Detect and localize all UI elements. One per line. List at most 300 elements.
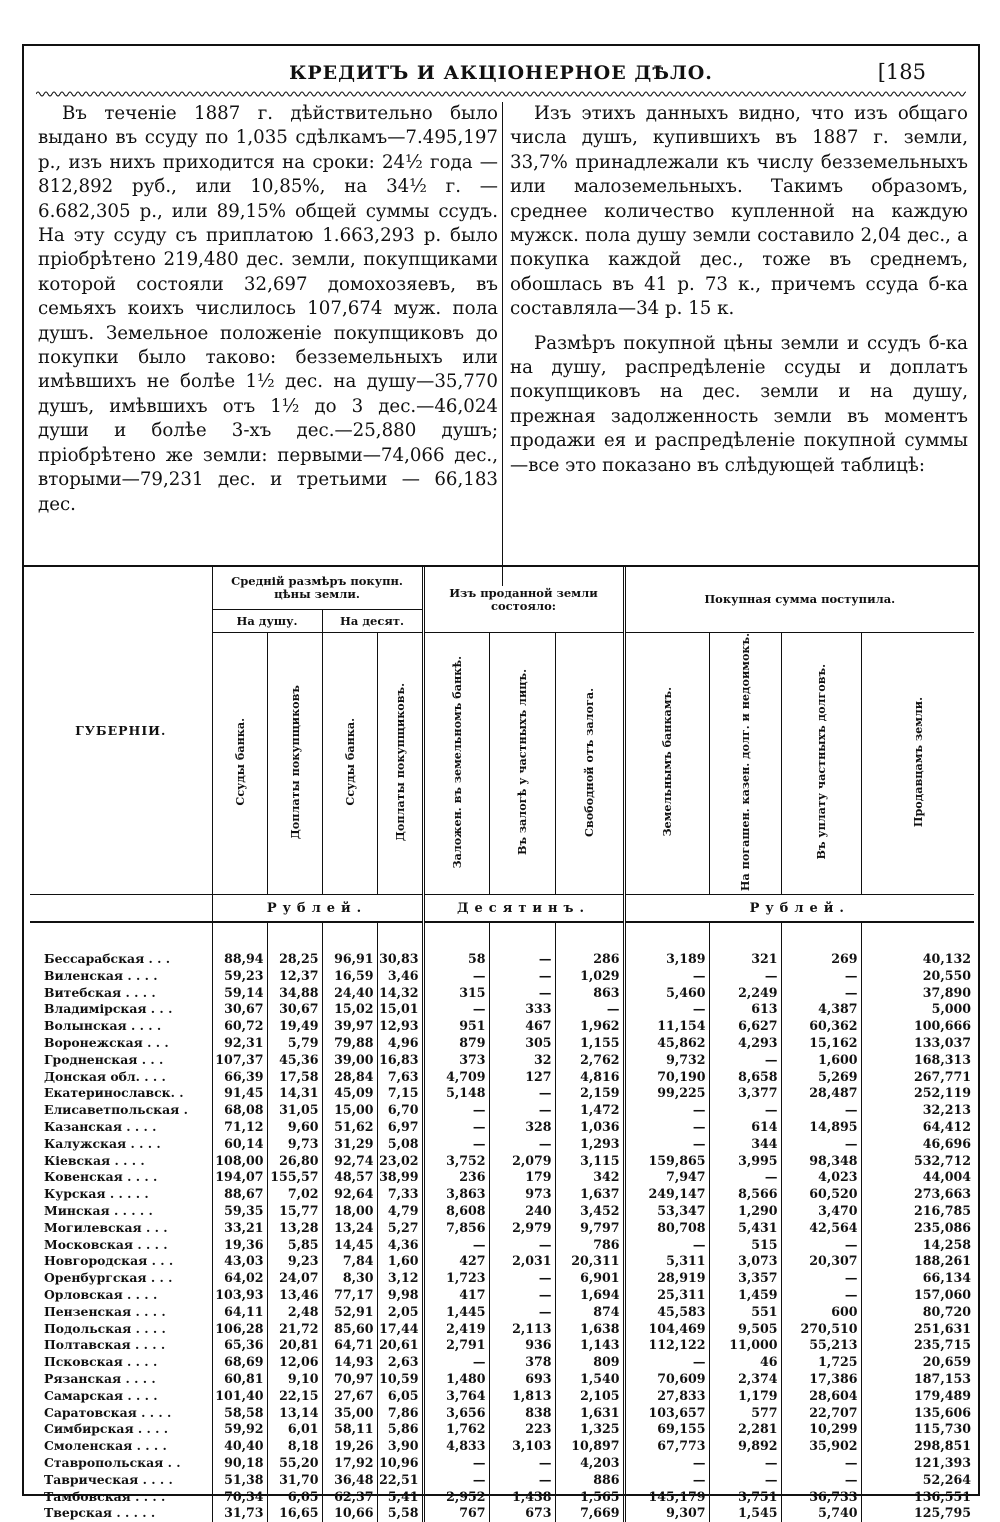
table-row xyxy=(30,1085,974,1102)
table-cell: 267,771 xyxy=(861,1069,974,1086)
table-cell: 551 xyxy=(709,1304,781,1321)
table-cell: 31,70 xyxy=(267,1472,322,1489)
table-cell: 1,60 xyxy=(377,1253,423,1270)
table-cell: 9,23 xyxy=(267,1253,322,1270)
table-cell: 15,77 xyxy=(267,1203,322,1220)
table-cell: 515 xyxy=(709,1237,781,1254)
table-cell: 9,505 xyxy=(709,1321,781,1338)
table-cell: 3,189 xyxy=(624,951,709,968)
table-cell: — xyxy=(624,1237,709,1254)
table-cell: 1,762 xyxy=(423,1421,489,1438)
table-cell: 92,74 xyxy=(322,1153,377,1170)
table-cell: — xyxy=(624,1136,709,1153)
table-cell: 70,190 xyxy=(624,1069,709,1086)
table-row xyxy=(30,1102,974,1119)
table-cell: 2,113 xyxy=(489,1321,555,1338)
table-cell: 1,813 xyxy=(489,1388,555,1405)
table-row xyxy=(30,1304,974,1321)
table-cell: 273,663 xyxy=(861,1186,974,1203)
table-cell: 48,57 xyxy=(322,1169,377,1186)
table-cell: 159,865 xyxy=(624,1153,709,1170)
table-cell: — xyxy=(624,1455,709,1472)
table-cell: 14,258 xyxy=(861,1237,974,1254)
page-header xyxy=(24,46,978,102)
table-cell: 68,69 xyxy=(212,1354,267,1371)
table-cell: 8,566 xyxy=(709,1186,781,1203)
table-cell: 85,60 xyxy=(322,1321,377,1338)
table-row xyxy=(30,1287,974,1304)
table-cell: 1,962 xyxy=(555,1018,624,1035)
table-cell: 107,37 xyxy=(212,1052,267,1069)
table-cell: 1,723 xyxy=(423,1270,489,1287)
gubernia-name-cell: Гродненская . . . xyxy=(44,1051,164,1067)
table-cell: — xyxy=(624,1472,709,1489)
table-cell: 19,36 xyxy=(212,1237,267,1254)
table-cell: 45,583 xyxy=(624,1304,709,1321)
table-cell: 77,17 xyxy=(322,1287,377,1304)
table-cell: 344 xyxy=(709,1136,781,1153)
table-row xyxy=(30,1455,974,1472)
table-cell: 5,431 xyxy=(709,1220,781,1237)
table-row xyxy=(30,1421,974,1438)
table-cell: 8,30 xyxy=(322,1270,377,1287)
table-cell: 3,995 xyxy=(709,1153,781,1170)
table-cell: 767 xyxy=(423,1505,489,1522)
table-cell: — xyxy=(489,985,555,1002)
table-cell: — xyxy=(781,968,861,985)
table-cell: 70,34 xyxy=(212,1489,267,1506)
table-cell: 125,795 xyxy=(861,1505,974,1522)
table-cell: 1,725 xyxy=(781,1354,861,1371)
table-row xyxy=(30,985,974,1002)
table-cell: 286 xyxy=(555,951,624,968)
table-cell: 417 xyxy=(423,1287,489,1304)
table-cell: 8,18 xyxy=(267,1438,322,1455)
units-desyatin: Десятинъ. xyxy=(423,895,624,923)
table-cell: 7,856 xyxy=(423,1220,489,1237)
table-cell: 22,707 xyxy=(781,1405,861,1422)
table-cell: 17,44 xyxy=(377,1321,423,1338)
gub-header: ГУБЕРНІИ. xyxy=(30,567,212,895)
gubernia-name-cell: Смоленская . . . . xyxy=(44,1438,167,1454)
table-cell: — xyxy=(709,1169,781,1186)
table-cell: 24,07 xyxy=(267,1270,322,1287)
table-cell: — xyxy=(709,1472,781,1489)
gubernia-name-cell: Саратовская . . . . xyxy=(44,1404,172,1420)
table-cell: 40,132 xyxy=(861,951,974,968)
table-cell: 1,565 xyxy=(555,1489,624,1506)
left-text-column xyxy=(38,102,498,517)
table-cell: 216,785 xyxy=(861,1203,974,1220)
table-cell: 45,36 xyxy=(267,1052,322,1069)
table-cell: — xyxy=(781,985,861,1002)
table-cell: 786 xyxy=(555,1237,624,1254)
table-cell: 9,60 xyxy=(267,1119,322,1136)
table-cell: 80,708 xyxy=(624,1220,709,1237)
table-cell: 3,764 xyxy=(423,1388,489,1405)
table-cell: 20,307 xyxy=(781,1253,861,1270)
table-cell: 838 xyxy=(489,1405,555,1422)
table-cell: 35,902 xyxy=(781,1438,861,1455)
table-cell: 6,97 xyxy=(377,1119,423,1136)
table-cell: 3,46 xyxy=(377,968,423,985)
table-cell: 315 xyxy=(423,985,489,1002)
table-cell: 1,155 xyxy=(555,1035,624,1052)
table-cell: 7,669 xyxy=(555,1505,624,1522)
col-header: Доплаты покупщиковъ xyxy=(267,633,322,895)
units-rubles-1: Рублей. xyxy=(212,895,423,923)
table-cell: 223 xyxy=(489,1421,555,1438)
table-cell: 36,48 xyxy=(322,1472,377,1489)
table-cell: — xyxy=(781,1287,861,1304)
table-cell: 5,85 xyxy=(267,1237,322,1254)
text-columns xyxy=(24,102,978,592)
col-header: Доплаты покупщиковъ. xyxy=(377,633,423,895)
table-cell: 4,203 xyxy=(555,1455,624,1472)
table-cell: 973 xyxy=(489,1186,555,1203)
subgroup-per-desyatina: На десят. xyxy=(322,610,423,633)
table-cell: — xyxy=(423,1354,489,1371)
gubernia-name-cell: Ставропольская . . xyxy=(44,1454,181,1470)
table-cell: 28,604 xyxy=(781,1388,861,1405)
table-cell: — xyxy=(423,1455,489,1472)
table-cell: 11,000 xyxy=(709,1337,781,1354)
table-cell: 100,666 xyxy=(861,1018,974,1035)
gubernia-name-cell: Волынская . . . . xyxy=(44,1018,162,1034)
table-cell: 879 xyxy=(423,1035,489,1052)
table-cell: 17,386 xyxy=(781,1371,861,1388)
table-cell: 179 xyxy=(489,1169,555,1186)
table-cell: 58,58 xyxy=(212,1405,267,1422)
table-cell: 121,393 xyxy=(861,1455,974,1472)
table-cell: 4,96 xyxy=(377,1035,423,1052)
table-cell: 5,86 xyxy=(377,1421,423,1438)
table-cell: 60,520 xyxy=(781,1186,861,1203)
table-cell: 9,892 xyxy=(709,1438,781,1455)
table-cell: — xyxy=(709,1455,781,1472)
table-row xyxy=(30,1371,974,1388)
table-cell: 58 xyxy=(423,951,489,968)
table-cell: — xyxy=(489,1270,555,1287)
table-cell: 88,67 xyxy=(212,1186,267,1203)
table-cell: 2,105 xyxy=(555,1388,624,1405)
table-row xyxy=(30,1354,974,1371)
table-cell: 3,115 xyxy=(555,1153,624,1170)
table-cell: 64,412 xyxy=(861,1119,974,1136)
table-cell: — xyxy=(489,1455,555,1472)
table-row xyxy=(30,968,974,985)
table-cell: 69,155 xyxy=(624,1421,709,1438)
table-cell: 328 xyxy=(489,1119,555,1136)
table-cell: 92,31 xyxy=(212,1035,267,1052)
table-cell: 373 xyxy=(423,1052,489,1069)
table-cell: 70,97 xyxy=(322,1371,377,1388)
table-row xyxy=(30,1270,974,1287)
table-cell: 26,80 xyxy=(267,1153,322,1170)
table-cell: 9,73 xyxy=(267,1136,322,1153)
table-cell: 14,45 xyxy=(322,1237,377,1254)
table-cell: 32 xyxy=(489,1052,555,1069)
table-cell: 58,11 xyxy=(322,1421,377,1438)
table-cell: 16,59 xyxy=(322,968,377,985)
gubernia-name-cell: Орловская . . . . xyxy=(44,1287,158,1302)
table-cell: 7,63 xyxy=(377,1069,423,1086)
right-paragraph-1: Изъ этихъ данныхъ видно, что изъ общаго числа душъ, купившихъ въ 1887 г. земли, 33,7% принадлежали къ числу безземельныхъ или малоземельныхъ. Такимъ образомъ, среднее количество купленной на каждую мужск. пола душу земли составило 2,04 дес., а покупка каждой дес., тоже въ среднемъ, обошлась въ 41 р. 73 к., причемъ ссуда б-ка составляла—34 р. 15 к. xyxy=(510,103,968,320)
table-row xyxy=(30,1035,974,1052)
gubernia-name-cell: Елисаветпольская . xyxy=(44,1102,188,1118)
table-row xyxy=(30,1119,974,1136)
gubernia-name-cell: Тверская . . . . . xyxy=(44,1505,156,1521)
table-cell: 2,031 xyxy=(489,1253,555,1270)
table-cell: 64,71 xyxy=(322,1337,377,1354)
table-cell: 59,92 xyxy=(212,1421,267,1438)
table-cell: 3,656 xyxy=(423,1405,489,1422)
table-cell: 60,81 xyxy=(212,1371,267,1388)
table-row xyxy=(30,1321,974,1338)
col-header: Въ залогѣ у частныхъ лицъ. xyxy=(489,633,555,895)
table-cell: 194,07 xyxy=(212,1169,267,1186)
gubernia-name-cell: Минская . . . . . xyxy=(44,1203,153,1219)
table-cell: 5,311 xyxy=(624,1253,709,1270)
table-cell: 4,023 xyxy=(781,1169,861,1186)
table-cell: 59,23 xyxy=(212,968,267,985)
table-cell: 673 xyxy=(489,1505,555,1522)
table-cell: 4,833 xyxy=(423,1438,489,1455)
table-cell: 10,897 xyxy=(555,1438,624,1455)
table-cell: 99,225 xyxy=(624,1085,709,1102)
table-cell: 108,00 xyxy=(212,1153,267,1170)
table-cell: 2,079 xyxy=(489,1153,555,1170)
table-cell: 51,62 xyxy=(322,1119,377,1136)
table-row xyxy=(30,1052,974,1069)
table-cell: 5,08 xyxy=(377,1136,423,1153)
table-cell: 80,720 xyxy=(861,1304,974,1321)
table-cell: 13,28 xyxy=(267,1220,322,1237)
table-cell: — xyxy=(423,1237,489,1254)
table-cell: 92,64 xyxy=(322,1186,377,1203)
table-cell: 3,357 xyxy=(709,1270,781,1287)
table-cell: 157,060 xyxy=(861,1287,974,1304)
table-row xyxy=(30,1136,974,1153)
table-cell: 1,631 xyxy=(555,1405,624,1422)
table-cell: 103,657 xyxy=(624,1405,709,1422)
table-cell: 2,159 xyxy=(555,1085,624,1102)
table-cell: 3,470 xyxy=(781,1203,861,1220)
table-cell: 179,489 xyxy=(861,1388,974,1405)
table-row xyxy=(30,1505,974,1522)
table-cell: — xyxy=(423,1136,489,1153)
gubernia-name-cell: Владимірская . . . xyxy=(44,1001,173,1017)
table-cell: 40,40 xyxy=(212,1438,267,1455)
table-cell: 1,445 xyxy=(423,1304,489,1321)
table-cell: 155,57 xyxy=(267,1169,322,1186)
table-cell: 103,93 xyxy=(212,1287,267,1304)
table-cell: 12,37 xyxy=(267,968,322,985)
table-cell: 9,732 xyxy=(624,1052,709,1069)
table-cell: 28,919 xyxy=(624,1270,709,1287)
table-cell: 39,97 xyxy=(322,1018,377,1035)
table-cell: — xyxy=(555,1001,624,1018)
table-cell: 101,40 xyxy=(212,1388,267,1405)
table-cell: 6,01 xyxy=(267,1421,322,1438)
table-cell: 90,18 xyxy=(212,1455,267,1472)
table-body xyxy=(30,922,974,1522)
table-cell: 14,93 xyxy=(322,1354,377,1371)
table-cell: — xyxy=(423,968,489,985)
table-spacer-row xyxy=(30,922,974,951)
table-cell: 104,469 xyxy=(624,1321,709,1338)
group-header-land: Изъ проданной земли состояло: xyxy=(423,567,624,633)
group-header-sum: Покупная сумма поступила. xyxy=(624,567,974,633)
table-cell: 3,073 xyxy=(709,1253,781,1270)
table-cell: 35,00 xyxy=(322,1405,377,1422)
table-cell: — xyxy=(709,1052,781,1069)
table-cell: 3,752 xyxy=(423,1153,489,1170)
table-cell: 5,41 xyxy=(377,1489,423,1506)
table-cell: 1,637 xyxy=(555,1186,624,1203)
table-cell: 251,631 xyxy=(861,1321,974,1338)
table-cell: 7,33 xyxy=(377,1186,423,1203)
table-cell: 27,833 xyxy=(624,1388,709,1405)
table-cell: 2,63 xyxy=(377,1354,423,1371)
table-cell: 12,06 xyxy=(267,1354,322,1371)
table-cell: — xyxy=(489,1085,555,1102)
table-cell: 1,480 xyxy=(423,1371,489,1388)
table-cell: 106,28 xyxy=(212,1321,267,1338)
table-cell: 46 xyxy=(709,1354,781,1371)
table-cell: 467 xyxy=(489,1018,555,1035)
table-cell: 16,65 xyxy=(267,1505,322,1522)
table-cell: 3,452 xyxy=(555,1203,624,1220)
col-header: На погашен. казен. долг. и недоимокъ. xyxy=(709,633,781,895)
table-cell: 4,79 xyxy=(377,1203,423,1220)
table-cell: 4,293 xyxy=(709,1035,781,1052)
left-paragraph: Въ теченіе 1887 г. дѣйствительно было выдано въ ссуду по 1,035 сдѣлкамъ—7.495,197 р., изъ нихъ приходится на сроки: 24½ года — 812,892 руб., или 10,85%, на 34½ г. — 6.682,305 р., или 89,15% общей суммы ссудъ. На эту ссуду съ приплатою 1.663,293 р. было пріобрѣтено 219,480 дес. земли, покупщиками которой состояли 32,697 домохозяевъ, въ семьяхъ коихъ числилось 107,674 муж. пола душъ. Земельное положеніе покупщиковъ до покупки было таково: безземельныхъ или имѣвшихъ не болѣе 1½ дес. на душу—35,770 душъ, имѣвшихъ отъ 1½ до 3 дес.—46,024 души и болѣе 3-хъ дес.—25,880 душъ; пріобрѣтено же земли: первыми—74,066 дес., вторыми—79,231 дес. и третьими — 66,183 дес. xyxy=(38,103,498,515)
table-cell: 298,851 xyxy=(861,1438,974,1455)
table-cell: 42,564 xyxy=(781,1220,861,1237)
table-cell: 613 xyxy=(709,1001,781,1018)
col-header: Земельнымъ банкамъ. xyxy=(624,633,709,895)
table-cell: 31,29 xyxy=(322,1136,377,1153)
gubernia-name-cell: Псковская . . . . xyxy=(44,1354,158,1370)
gubernia-name-cell: Калужская . . . . xyxy=(44,1135,161,1151)
table-cell: — xyxy=(624,968,709,985)
table-cell: 5,58 xyxy=(377,1505,423,1522)
gubernia-name-cell: Виленская . . . . xyxy=(44,967,158,983)
table-cell: 188,261 xyxy=(861,1253,974,1270)
table-cell: 45,09 xyxy=(322,1085,377,1102)
table-cell: 59,35 xyxy=(212,1203,267,1220)
table-cell: 235,715 xyxy=(861,1337,974,1354)
table-cell: 6,627 xyxy=(709,1018,781,1035)
gubernia-name-cell: Тамбовская . . . . xyxy=(44,1488,166,1504)
table-cell: — xyxy=(489,1136,555,1153)
table-cell: 614 xyxy=(709,1119,781,1136)
table-cell: 51,38 xyxy=(212,1472,267,1489)
table-cell: 240 xyxy=(489,1203,555,1220)
table-cell: 66,39 xyxy=(212,1069,267,1086)
table-cell: 64,02 xyxy=(212,1270,267,1287)
table-cell: 14,32 xyxy=(377,985,423,1002)
table-cell: 7,84 xyxy=(322,1253,377,1270)
table-cell: 5,000 xyxy=(861,1001,974,1018)
table-cell: 43,03 xyxy=(212,1253,267,1270)
table-cell: 14,31 xyxy=(267,1085,322,1102)
table-cell: 5,269 xyxy=(781,1069,861,1086)
table-cell: 127 xyxy=(489,1069,555,1086)
wave-line xyxy=(36,92,966,96)
table-cell: 20,311 xyxy=(555,1253,624,1270)
table-row xyxy=(30,1438,974,1455)
table-cell: 2,249 xyxy=(709,985,781,1002)
page-number: [185 xyxy=(877,60,926,84)
table-cell: 4,36 xyxy=(377,1237,423,1254)
table-cell: 1,438 xyxy=(489,1489,555,1506)
col-header: Свободной отъ залога. xyxy=(555,633,624,895)
gubernia-name-cell: Ковенская . . . . xyxy=(44,1169,158,1185)
table-cell: 60,72 xyxy=(212,1018,267,1035)
table-row xyxy=(30,1018,974,1035)
table-cell: 13,24 xyxy=(322,1220,377,1237)
table-cell: 168,313 xyxy=(861,1052,974,1069)
table-cell: 1,143 xyxy=(555,1337,624,1354)
table-cell: 34,88 xyxy=(267,985,322,1002)
table-cell: 9,98 xyxy=(377,1287,423,1304)
subgroup-per-soul: На душу. xyxy=(212,610,322,633)
table-cell: 9,797 xyxy=(555,1220,624,1237)
group-header-price: Средній размѣръ покупн. цѣны земли. xyxy=(212,567,423,610)
table-cell: 2,979 xyxy=(489,1220,555,1237)
table-row xyxy=(30,1153,974,1170)
table-cell: 1,459 xyxy=(709,1287,781,1304)
table-cell: 98,348 xyxy=(781,1153,861,1170)
table-cell: 13,14 xyxy=(267,1405,322,1422)
table-cell: — xyxy=(781,1472,861,1489)
table-cell: — xyxy=(624,1001,709,1018)
table-cell: 1,638 xyxy=(555,1321,624,1338)
table-cell: 936 xyxy=(489,1337,555,1354)
table-cell: 2,48 xyxy=(267,1304,322,1321)
table-cell: 22,51 xyxy=(377,1472,423,1489)
table-cell: 1,036 xyxy=(555,1119,624,1136)
table-cell: 19,49 xyxy=(267,1018,322,1035)
table-cell: 52,91 xyxy=(322,1304,377,1321)
table-cell: — xyxy=(489,951,555,968)
table-cell: 577 xyxy=(709,1405,781,1422)
table-cell: 133,037 xyxy=(861,1035,974,1052)
table-cell: — xyxy=(781,1136,861,1153)
gubernia-name-cell: Таврическая . . . . xyxy=(44,1471,173,1487)
table-cell: 187,153 xyxy=(861,1371,974,1388)
table-cell: 333 xyxy=(489,1001,555,1018)
table-cell: — xyxy=(709,968,781,985)
table-cell: 24,40 xyxy=(322,985,377,1002)
table-cell: 21,72 xyxy=(267,1321,322,1338)
table-cell: 12,93 xyxy=(377,1018,423,1035)
table-cell: 532,712 xyxy=(861,1153,974,1170)
table-cell: 39,00 xyxy=(322,1052,377,1069)
gubernia-name-cell: Оренбургская . . . xyxy=(44,1270,173,1286)
table-cell: 7,947 xyxy=(624,1169,709,1186)
table-cell: 55,20 xyxy=(267,1455,322,1472)
table-cell: 7,86 xyxy=(377,1405,423,1422)
table-cell: 11,154 xyxy=(624,1018,709,1035)
table-cell: 14,895 xyxy=(781,1119,861,1136)
table-cell: 4,816 xyxy=(555,1069,624,1086)
table-cell: 20,61 xyxy=(377,1337,423,1354)
table-cell: 55,213 xyxy=(781,1337,861,1354)
table-cell: 15,00 xyxy=(322,1102,377,1119)
